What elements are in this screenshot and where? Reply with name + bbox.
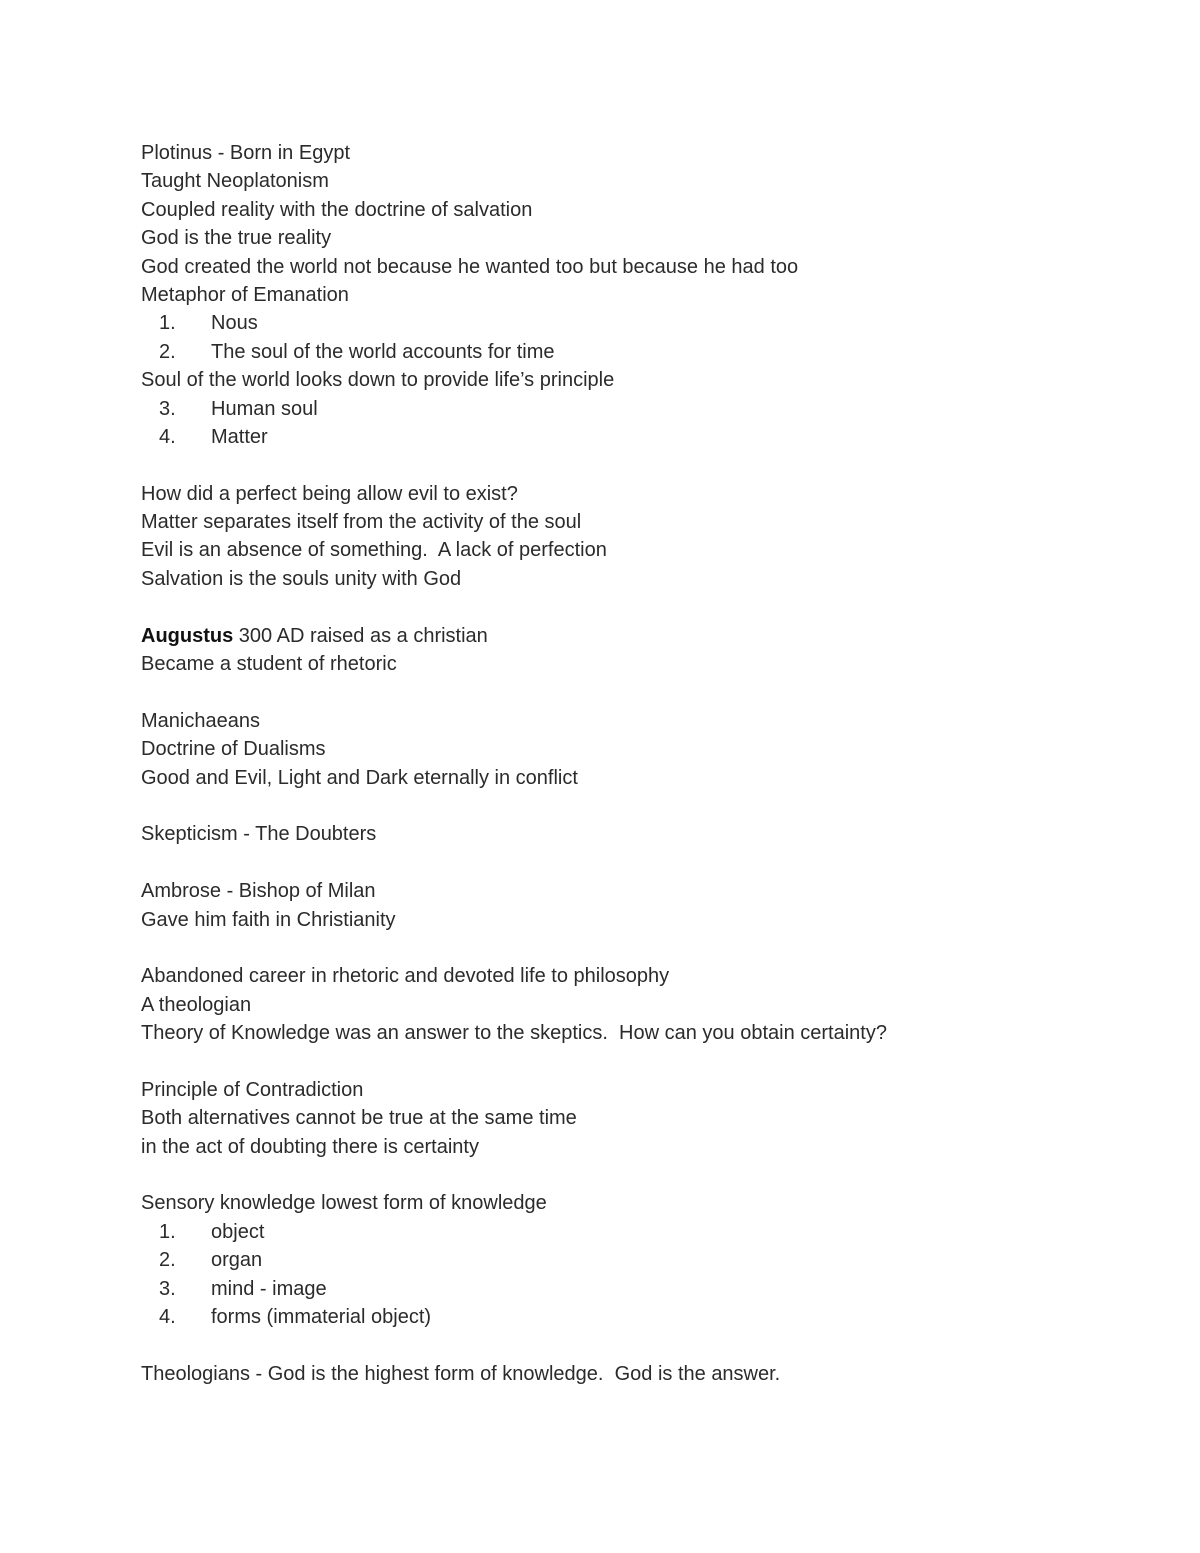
list-item-text: object — [211, 1220, 265, 1243]
numbered-list-item — [141, 1275, 1101, 1303]
text-line: A theologian — [141, 993, 252, 1016]
blank-line — [141, 451, 1101, 479]
text-line: Coupled reality with the doctrine of salvation — [141, 198, 533, 221]
list-item-text: Matter — [211, 425, 268, 448]
blank-line — [141, 849, 1101, 877]
numbered-list-item — [141, 395, 1101, 423]
list-item-text: Human soul — [211, 397, 318, 420]
text-line: Metaphor of Emanation — [141, 283, 349, 306]
numbered-list-item — [141, 338, 1101, 366]
text-line: Both alternatives cannot be true at the same time — [141, 1107, 577, 1130]
text-line: Theory of Knowledge was an answer to the skeptics. How can you obtain certainty? — [141, 1022, 887, 1045]
text-line: Theologians - God is the highest form of knowledge. God is the answer. — [141, 1362, 781, 1385]
list-number: 2. — [159, 1249, 176, 1272]
list-number: 3. — [159, 397, 176, 420]
text-line: How did a perfect being allow evil to exist? — [141, 482, 518, 505]
text-line: Became a student of rhetoric — [141, 653, 397, 676]
text-line: God created the world not because he wanted too but because he had too — [141, 255, 799, 278]
list-number: 1. — [159, 1220, 176, 1243]
text-line: Gave him faith in Christianity — [141, 908, 396, 931]
text-line: Good and Evil, Light and Dark eternally in conflict — [141, 766, 578, 789]
text-line: Plotinus - Born in Egypt — [141, 142, 350, 164]
numbered-list-item — [141, 1303, 1101, 1331]
document-page — [141, 139, 1101, 1388]
list-item-text: The soul of the world accounts for time — [211, 340, 555, 363]
numbered-list-item — [141, 1246, 1101, 1274]
list-number: 3. — [159, 1277, 176, 1300]
blank-line — [141, 934, 1101, 962]
text-line: Principle of Contradiction — [141, 1078, 364, 1101]
text-line: in the act of doubting there is certainty — [141, 1135, 479, 1158]
text-line: Matter separates itself from the activity of the soul — [141, 511, 582, 534]
text-line: Abandoned career in rhetoric and devoted life to philosophy — [141, 965, 670, 988]
text-line: Sensory knowledge lowest form of knowledge — [141, 1192, 547, 1215]
list-number: 2. — [159, 340, 176, 363]
list-item-text: Nous — [211, 312, 258, 335]
list-number: 4. — [159, 1306, 176, 1329]
list-item-text: mind - image — [211, 1277, 327, 1300]
line-text: 300 AD raised as a christian — [233, 624, 488, 647]
text-line: Skepticism - The Doubters — [141, 823, 377, 846]
blank-line — [141, 1048, 1101, 1076]
text-line: Ambrose - Bishop of Milan — [141, 880, 376, 903]
text-line — [141, 622, 1101, 650]
blank-line — [141, 1331, 1101, 1359]
numbered-list-item — [141, 1218, 1101, 1246]
blank-line — [141, 1161, 1101, 1189]
blank-line — [141, 678, 1101, 706]
text-line: Salvation is the souls unity with God — [141, 567, 462, 590]
blank-line — [141, 593, 1101, 621]
blank-line — [141, 792, 1101, 820]
list-number: 4. — [159, 425, 176, 448]
list-item-text: forms (immaterial object) — [211, 1306, 432, 1329]
list-item-text: organ — [211, 1249, 263, 1272]
numbered-list-item — [141, 423, 1101, 451]
text-line: Evil is an absence of something. A lack of perfection — [141, 539, 607, 562]
bold-name: Augustus — [141, 624, 234, 647]
text-line: Taught Neoplatonism — [141, 170, 329, 193]
list-number: 1. — [159, 312, 176, 335]
text-line: Manichaeans — [141, 709, 260, 732]
text-line: Soul of the world looks down to provide life’s principle — [141, 369, 615, 392]
numbered-list-item — [141, 309, 1101, 337]
text-line: God is the true reality — [141, 227, 332, 250]
text-line: Doctrine of Dualisms — [141, 738, 326, 761]
